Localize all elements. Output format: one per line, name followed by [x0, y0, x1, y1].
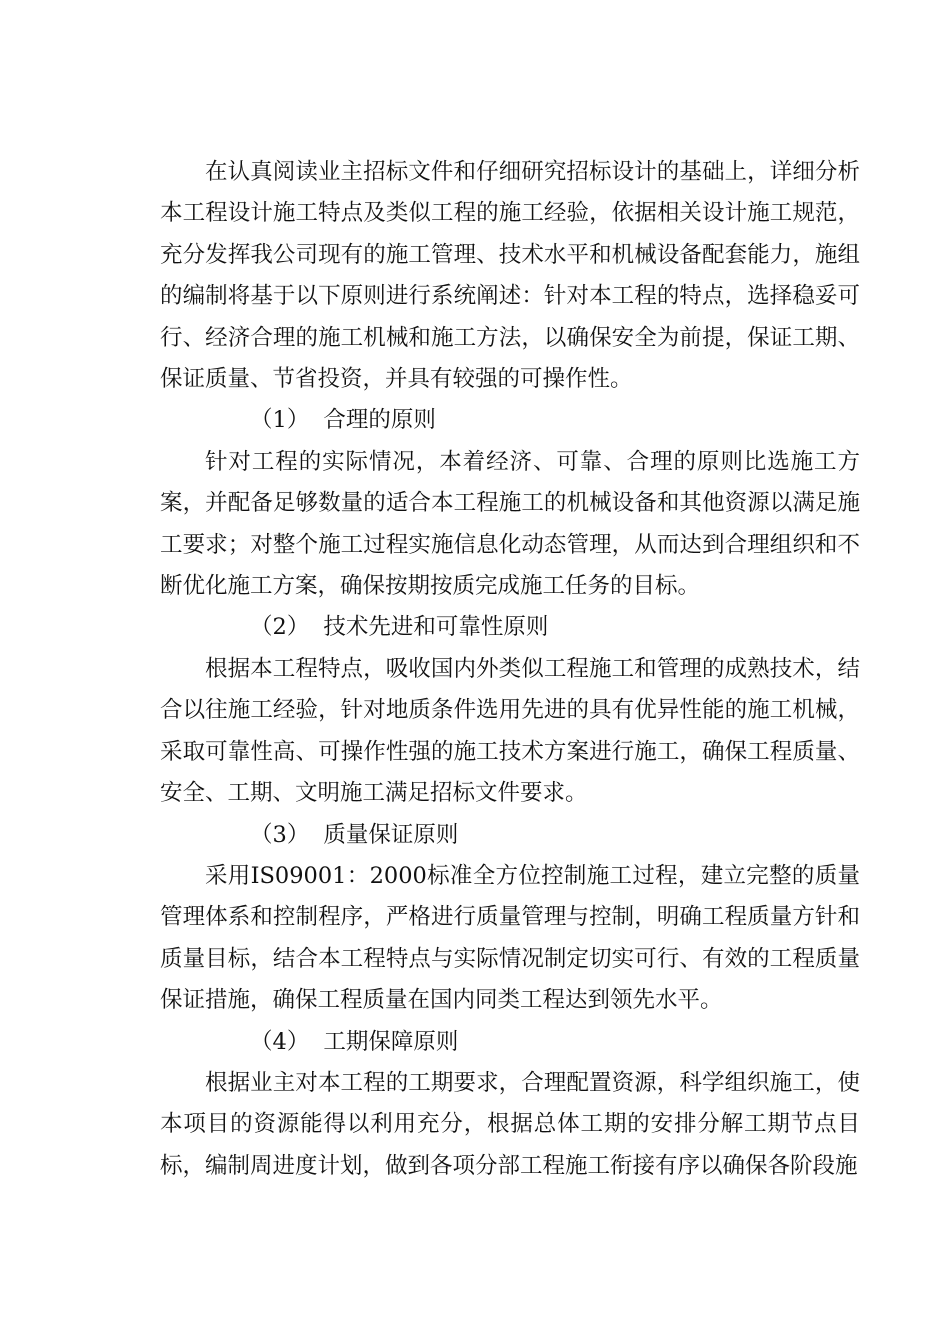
section-heading-4: [160, 1022, 860, 1063]
paragraph-section-2: 根据本工程特点，吸收国内外类似工程施工和管理的成熟技术，结合以往施工经验，针对地质条件选用先进的具有优异性能的施工机械，采取可靠性高、可操作性强的施工技术方案进行施工，确保工程质量、安全、工期、文明施工满足招标文件要求。: [160, 655, 860, 807]
section-heading-1: [160, 400, 860, 441]
section-heading-2: [160, 607, 860, 648]
section-title: 合理的原则: [323, 407, 436, 434]
section-number: （1）: [250, 407, 310, 434]
paragraph-section-1: 针对工程的实际情况，本着经济、可靠、合理的原则比选施工方案，并配备足够数量的适合本工程施工的机械设备和其他资源以满足施工要求；对整个施工过程实施信息化动态管理，从而达到合理组织和不断优化施工方案，确保按期按质完成施工任务的目标。: [160, 448, 860, 600]
paragraph-intro: 在认真阅读业主招标文件和仔细研究招标设计的基础上，详细分析本工程设计施工特点及类似工程的施工经验，依据相关设计施工规范，充分发挥我公司现有的施工管理、技术水平和机械设备配套能力，施组的编制将基于以下原则进行系统阐述：针对本工程的特点，选择稳妥可行、经济合理的施工机械和施工方法，以确保安全为前提，保证工期、保证质量、节省投资，并具有较强的可操作性。: [160, 159, 860, 393]
paragraph-section-3: 采用IS09001：2000标准全方位控制施工过程，建立完整的质量管理体系和控制程序，严格进行质量管理与控制，明确工程质量方针和质量目标，结合本工程特点与实际情况制定切实可行、有效的工程质量保证措施，确保工程质量在国内同类工程达到领先水平。: [160, 862, 860, 1014]
section-number: （2）: [250, 614, 310, 641]
section-title: 技术先进和可靠性原则: [323, 614, 549, 641]
section-number: （3）: [250, 821, 310, 848]
section-title: 质量保证原则: [323, 821, 459, 848]
document-body: [160, 152, 860, 1187]
section-number: （4）: [250, 1028, 310, 1055]
section-heading-3: [160, 815, 860, 856]
section-title: 工期保障原则: [323, 1028, 459, 1055]
paragraph-section-4: 根据业主对本工程的工期要求，合理配置资源，科学组织施工，使本项目的资源能得以利用充分，根据总体工期的安排分解工期节点目标，编制周进度计划，做到各项分部工程施工衔接有序以确保各阶段施: [160, 1069, 860, 1179]
